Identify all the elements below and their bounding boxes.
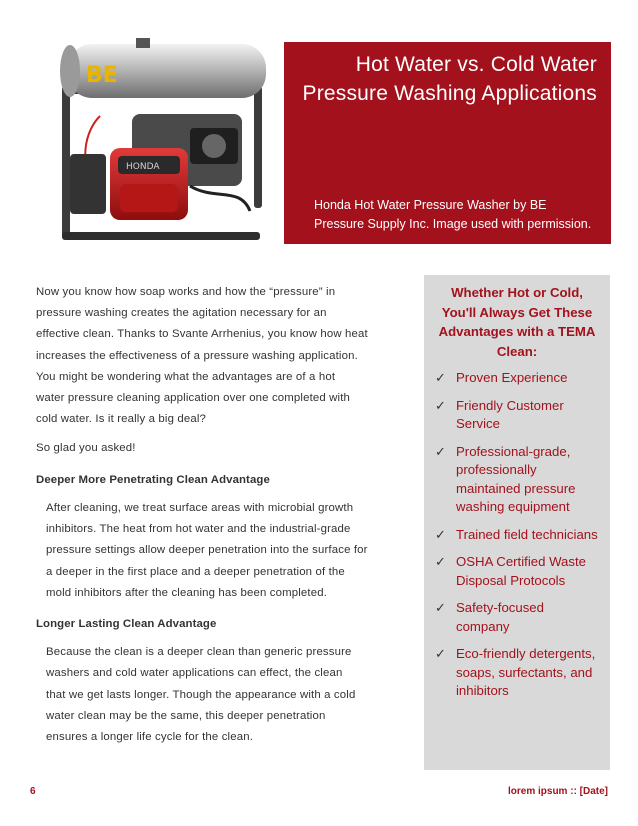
list-item-label: Safety-focused company — [456, 600, 544, 634]
page-number: 6 — [30, 786, 36, 797]
intro-line: pressure washing creates the agitation necessary for an — [36, 307, 327, 320]
body-line: washers and cold water applications can effect, the clean — [46, 667, 343, 680]
intro-line: increases the effectiveness of a pressure washing application. — [36, 349, 358, 362]
main-article — [36, 282, 406, 749]
advantages-list — [434, 369, 600, 701]
intro-line: effective clean. Thanks to Svante Arrhenius, you know how heat — [36, 328, 368, 341]
intro-line: cold water. Is it really a big deal? — [36, 413, 207, 426]
list-item — [434, 397, 600, 434]
list-item-label: OSHA Certified Waste Disposal Protocols — [456, 554, 586, 588]
be-logo: BE — [86, 63, 118, 88]
advantages-sidebar — [424, 275, 610, 770]
list-item-label: Friendly Customer Service — [456, 397, 564, 431]
intro-line: Now you know how soap works and how the “pressure” in — [36, 286, 336, 298]
pressure-washer-drawing — [40, 36, 290, 254]
checkmark-icon: ✓ — [435, 554, 446, 569]
checkmark-icon: ✓ — [435, 600, 446, 615]
page-title: Hot Water vs. Cold Water Pressure Washing Applications — [302, 53, 597, 105]
list-item-label: Proven Experience — [456, 370, 568, 385]
list-item — [434, 645, 600, 701]
body-line: mold inhibitors after the cleaning has been completed. — [46, 586, 328, 599]
list-item-label: Eco-friendly detergents, soaps, surfectants, and inhibitors — [456, 646, 596, 698]
body-line: that we get lasts longer. Though the appearance with a cold — [46, 688, 356, 701]
section-heading-longer-lasting: Longer Lasting Clean Advantage — [36, 618, 217, 631]
checkmark-icon: ✓ — [435, 397, 446, 413]
body-line: water clean may be the same, this deeper penetration — [46, 710, 326, 722]
glad-line: So glad you asked! — [36, 442, 136, 455]
honda-label: HONDA — [126, 162, 160, 172]
intro-line: water pressure cleaning application over one completed with — [36, 392, 351, 405]
title-banner — [284, 42, 611, 244]
section-body-deeper-clean — [36, 498, 406, 604]
list-item — [434, 599, 600, 636]
list-item-label: Trained field technicians — [456, 526, 598, 542]
body-line: After cleaning, we treat surface areas with microbial growth — [46, 501, 354, 514]
body-line: ensures a longer life cycle for the clean. — [46, 731, 254, 744]
section-heading-deeper-clean: Deeper More Penetrating Clean Advantage — [36, 473, 270, 486]
section-body-longer-lasting — [36, 642, 406, 748]
image-caption: Honda Hot Water Pressure Washer by BE Pressure Supply Inc. Image used with permission. — [314, 198, 592, 231]
body-line: inhibitors. The heat from hot water and the industrial-grade — [46, 522, 351, 535]
checkmark-icon: ✓ — [435, 370, 446, 385]
list-item — [434, 553, 600, 590]
body-line: a deeper in the first place and a deeper penetration of the — [46, 565, 345, 578]
checkmark-icon: ✓ — [435, 646, 446, 661]
footer-note: lorem ipsum :: [Date] — [507, 786, 608, 797]
list-item — [434, 443, 600, 517]
list-item — [434, 369, 600, 388]
sidebar-heading: Whether Hot or Cold, You'll Always Get These Advantages with a TEMA Clean: — [438, 285, 596, 359]
checkmark-icon: ✓ — [435, 526, 446, 542]
body-line: pressure settings allow deeper penetration into the surface for — [46, 544, 368, 557]
list-item-label: Professional-grade, professionally maintained pressure washing equipment — [456, 443, 576, 514]
intro-line: You might be wondering what the advantages are of a hot — [36, 370, 336, 383]
checkmark-icon: ✓ — [435, 443, 446, 459]
list-item — [434, 526, 600, 545]
pressure-washer-image — [40, 36, 290, 254]
body-line: Because the clean is a deeper clean than generic pressure — [46, 646, 352, 659]
